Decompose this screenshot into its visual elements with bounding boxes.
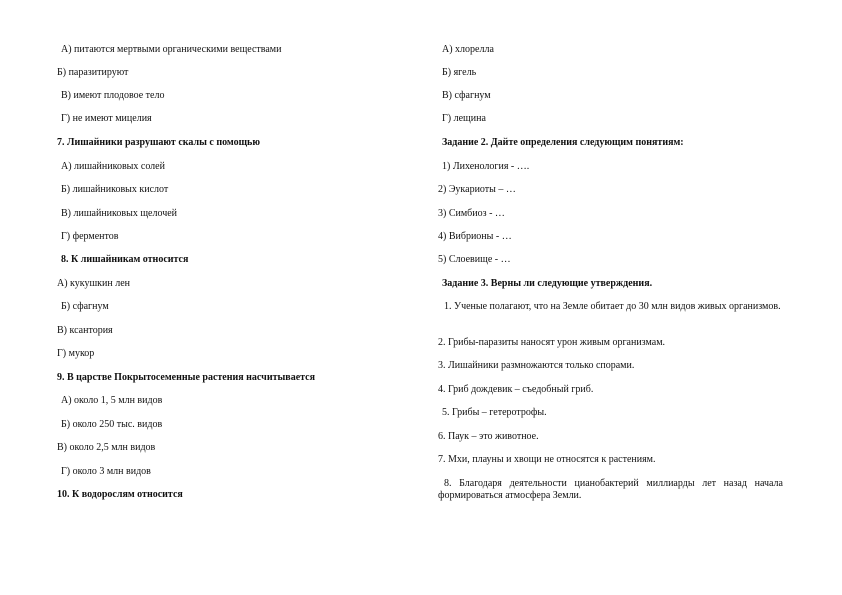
task2-title: Задание 2. Дайте определения следующим понятиям: xyxy=(442,137,684,148)
q8-option-a: А) кукушкин лен xyxy=(57,278,131,289)
q7-option-b: Б) лишайниковых кислот xyxy=(61,184,169,195)
q8-option-d: Г) мукор xyxy=(57,348,95,359)
q10-title: 10. К водорослям относится xyxy=(57,489,183,500)
q10-option-d: Г) лещина xyxy=(442,113,486,124)
task2-item-3: 3) Симбиоз - … xyxy=(438,208,505,219)
task3-item-8: 8. Благодаря деятельности цианобактерий миллиарды лет назад начала формироваться атмосфера Земли. xyxy=(438,478,783,501)
task3-item-6: 6. Паук – это животное. xyxy=(438,431,539,442)
q10-option-a: А) хлорелла xyxy=(442,44,494,55)
q9-option-c: В) около 2,5 млн видов xyxy=(57,442,156,453)
q6-option-d: Г) не имеют мицелия xyxy=(61,113,152,124)
q10-option-b: Б) ягель xyxy=(442,67,477,78)
q10-option-c: В) сфагнум xyxy=(442,90,491,101)
task2-item-5: 5) Слоевище - … xyxy=(438,254,511,265)
task3-item-7: 7. Мхи, плауны и хвощи не относятся к растениям. xyxy=(438,454,656,465)
q7-option-c: В) лишайниковых щелочей xyxy=(61,208,178,219)
task3-item-3: 3. Лишайники размножаются только спорами. xyxy=(438,360,635,371)
q9-option-b: Б) около 250 тыс. видов xyxy=(61,419,163,430)
q6-option-a: А) питаются мертвыми органическими веществами xyxy=(61,44,282,55)
q6-option-b: Б) паразитируют xyxy=(57,67,129,78)
q7-option-a: А) лишайниковых солей xyxy=(61,161,165,172)
task2-item-1: 1) Лихенология - …. xyxy=(442,161,530,172)
task2-item-2: 2) Эукариоты – … xyxy=(438,184,516,195)
task3-title: Задание 3. Верны ли следующие утверждения. xyxy=(442,278,653,289)
q7-option-d: Г) ферментов xyxy=(61,231,119,242)
task3-item-2: 2. Грибы-паразиты наносят урон живым организмам. xyxy=(438,337,666,348)
q8-option-b: Б) сфагнум xyxy=(61,301,109,312)
q8-option-c: В) ксантория xyxy=(57,325,113,336)
q8-title: 8. К лишайникам относится xyxy=(61,254,189,265)
q6-option-c: В) имеют плодовое тело xyxy=(61,90,165,101)
q7-title: 7. Лишайники разрушают скалы с помощью xyxy=(57,137,260,148)
q9-option-a: А) около 1, 5 млн видов xyxy=(61,395,163,406)
task3-item-1: 1. Ученые полагают, что на Земле обитает до 30 млн видов живых организмов. xyxy=(444,301,781,312)
q9-title: 9. В царстве Покрытосеменные растения насчитывается xyxy=(57,372,316,383)
q9-option-d: Г) около 3 млн видов xyxy=(61,466,151,477)
task3-item-4: 4. Гриб дождевик – съедобный гриб. xyxy=(438,384,594,395)
task3-item-5: 5. Грибы – гетеротрофы. xyxy=(442,407,547,418)
task2-item-4: 4) Вибрионы - … xyxy=(438,231,512,242)
